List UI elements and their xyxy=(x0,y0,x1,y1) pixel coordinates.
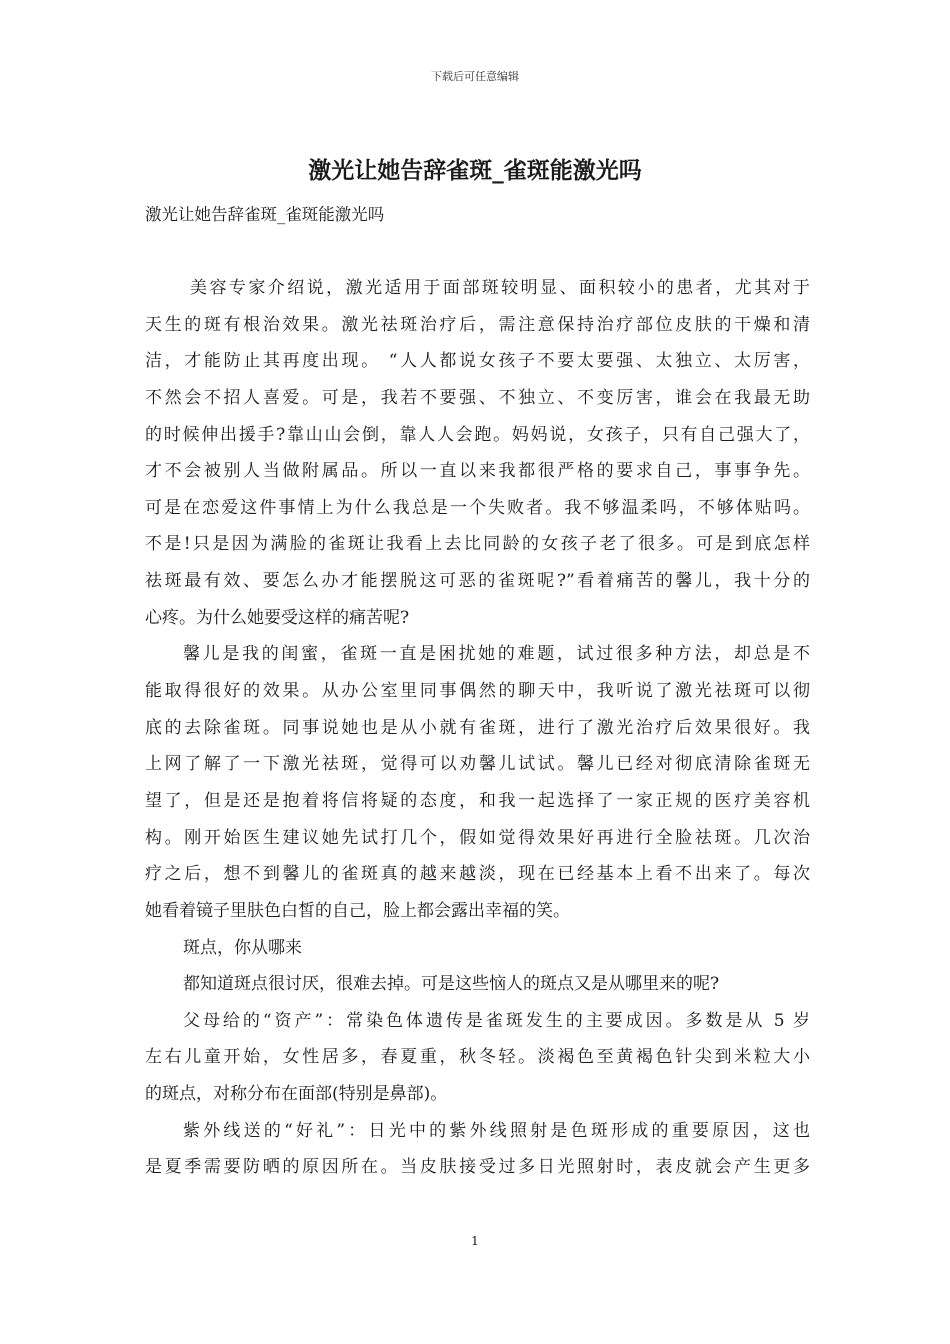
paragraph-line: 可是在恋爱这件事情上为什么我总是一个失败者。我不够温柔吗，不够体贴吗。 xyxy=(145,497,810,518)
paragraph-line: 是夏季需要防晒的原因所在。当皮肤接受过多日光照射时，表皮就会产生更多 xyxy=(145,1157,810,1178)
body-text xyxy=(145,270,810,1186)
paragraph-line: 左右儿童开始，女性居多，春夏重，秋冬轻。淡褐色至黄褐色针尖到米粒大小 xyxy=(145,1047,810,1068)
paragraph-line: 馨儿是我的闺蜜，雀斑一直是困扰她的难题，试过很多种方法，却总是不 xyxy=(183,644,810,665)
paragraph-line: 紫外线送的“好礼”：日光中的紫外线照射是色斑形成的重要原因，这也 xyxy=(183,1120,810,1141)
page-number: 1 xyxy=(471,1234,479,1248)
paragraph-line: 的时候伸出援手?靠山山会倒，靠人人会跑。妈妈说，女孩子，只有自己强大了， xyxy=(145,424,810,445)
paragraph-line: 上网了解了一下激光祛斑，觉得可以劝馨儿试试。馨儿已经对彻底清除雀斑无 xyxy=(145,754,810,775)
document-subtitle: 激光让她告辞雀斑_雀斑能激光吗 xyxy=(145,205,385,224)
paragraph-line: 的斑点，对称分布在面部(特别是鼻部)。 xyxy=(145,1084,448,1105)
paragraph-line: 洁，才能防止其再度出现。 “人人都说女孩子不要太要强、太独立、太厉害， xyxy=(145,351,810,372)
paragraph-line: 都知道斑点很讨厌，很难去掉。可是这些恼人的斑点又是从哪里来的呢? xyxy=(183,974,720,995)
paragraph-line: 不是!只是因为满脸的雀斑让我看上去比同龄的女孩子老了很多。可是到底怎样 xyxy=(145,534,810,555)
paragraph-line: 祛斑最有效、要怎么办才能摆脱这可恶的雀斑呢?”看着痛苦的馨儿，我十分的 xyxy=(145,571,810,592)
header-note: 下载后可任意编辑 xyxy=(431,70,519,83)
paragraph-line: 疗之后，想不到馨儿的雀斑真的越来越淡，现在已经基本上看不出来了。每次 xyxy=(145,864,810,885)
paragraph-line: 心疼。为什么她要受这样的痛苦呢? xyxy=(145,607,410,628)
paragraph-line: 能取得很好的效果。从办公室里同事偶然的聊天中，我听说了激光祛斑可以彻 xyxy=(145,681,810,702)
paragraph-line: 美容专家介绍说，激光适用于面部斑较明显、面积较小的患者，尤其对于 xyxy=(190,278,810,298)
paragraph-line: 不然会不招人喜爱。可是，我若不要强、不独立、不变厉害，谁会在我最无助 xyxy=(145,387,810,408)
paragraph-line: 才不会被别人当做附属品。所以一直以来我都很严格的要求自己，事事争先。 xyxy=(145,461,810,482)
paragraph-line: 底的去除雀斑。同事说她也是从小就有雀斑，进行了激光治疗后效果很好。我 xyxy=(145,717,810,738)
paragraph-line: 她看着镜子里肤色白皙的自己，脸上都会露出幸福的笑。 xyxy=(145,900,570,921)
paragraph-line: 构。刚开始医生建议她先试打几个，假如觉得效果好再进行全脸祛斑。几次治 xyxy=(145,827,810,848)
paragraph-line: 父母给的“资产”：常染色体遗传是雀斑发生的主要成因。多数是从 5 岁 xyxy=(183,1010,810,1031)
document-title: 激光让她告辞雀斑_雀斑能激光吗 xyxy=(308,158,642,184)
paragraph-line: 天生的斑有根治效果。激光祛斑治疗后，需注意保持治疗部位皮肤的干燥和清 xyxy=(145,314,810,335)
section-heading: 斑点，你从哪来 xyxy=(183,937,302,958)
paragraph-line: 望了，但是还是抱着将信将疑的态度，和我一起选择了一家正规的医疗美容机 xyxy=(145,790,810,811)
